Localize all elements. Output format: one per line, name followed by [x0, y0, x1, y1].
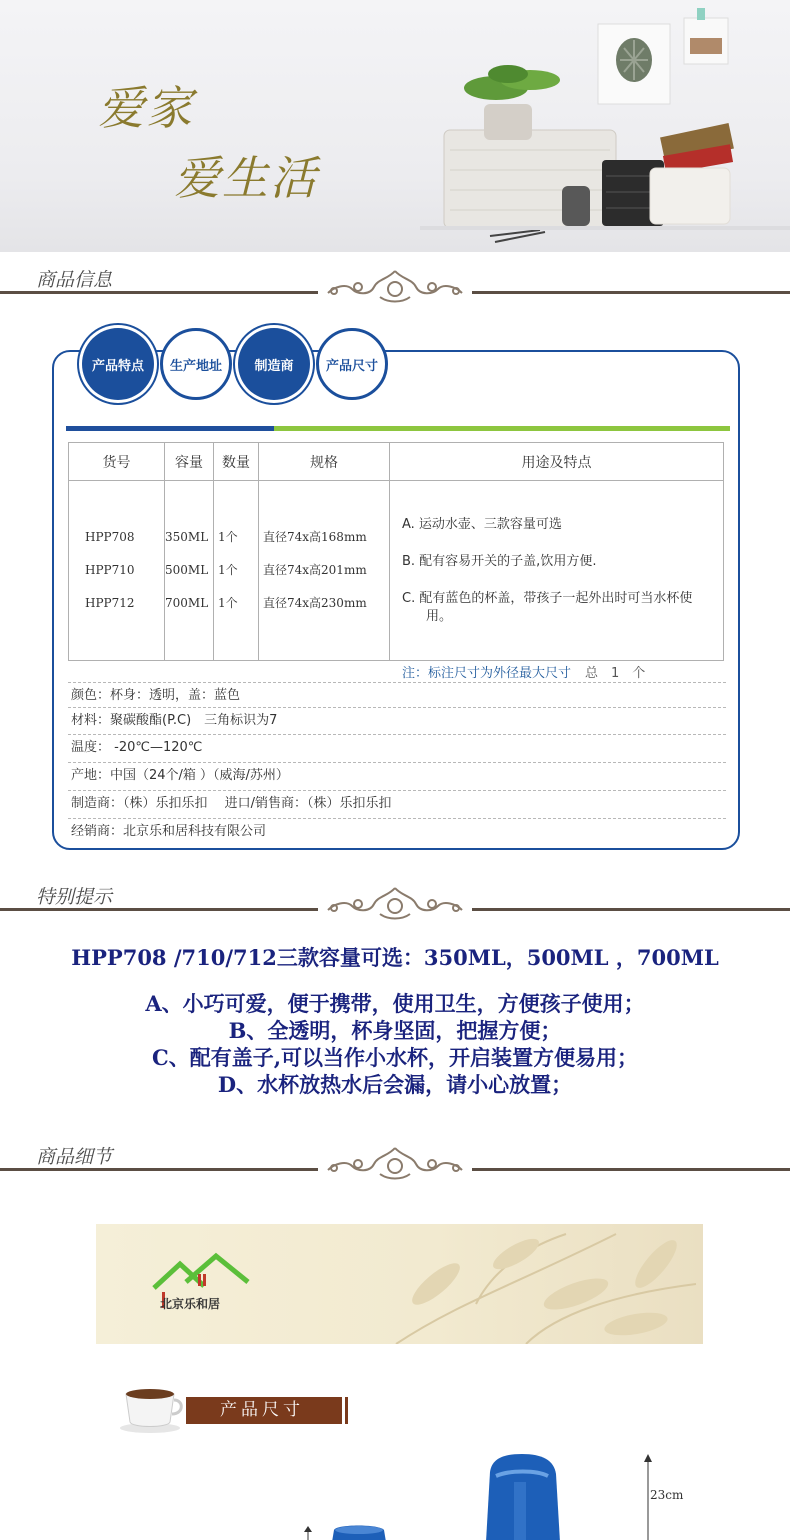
section-header-product-detail	[0, 1142, 790, 1182]
col-header-quantity: 数量	[214, 443, 259, 481]
cell-uses	[390, 481, 724, 661]
cell-codes	[69, 481, 165, 661]
code-item: HPP712	[85, 596, 135, 610]
cell-specs	[259, 481, 390, 661]
table-row	[69, 481, 724, 661]
col-header-code: 货号	[69, 443, 165, 481]
use-item: A. 运动水壶、三款容量可选	[402, 516, 562, 532]
info-row-color: 颜色：杯身：透明，盖：蓝色	[68, 682, 726, 707]
height-dimension-label: 23cm	[650, 1488, 684, 1502]
section-title: 商品信息	[36, 269, 113, 291]
tip-item-b: B、全透明，杯身坚固，把握方便；	[228, 1018, 562, 1043]
tab-underline-active	[66, 426, 274, 431]
info-row-distributor: 经销商：北京乐和居科技有限公司	[68, 818, 726, 843]
info-row-origin: 产地：中国（24个/箱 ）（威海/苏州）	[68, 762, 726, 787]
ornament-icon	[318, 1142, 472, 1184]
brand-banner	[96, 1224, 703, 1344]
info-row-manufacturer: 制造商：（株）乐扣乐扣 进口/销售商：（株）乐扣乐扣	[68, 790, 726, 815]
size-note	[402, 662, 645, 681]
capacity-item: 500ML	[165, 563, 209, 577]
hero-banner	[0, 0, 790, 252]
tip-item-a: A、小巧可爱，便于携带，使用卫生，方便孩子使用；	[145, 991, 645, 1016]
quantity-item: 1个	[218, 530, 238, 544]
slogan-line2: 爱生活	[174, 151, 318, 205]
cell-quantities	[214, 481, 259, 661]
cell-capacities	[165, 481, 214, 661]
ornament-icon	[318, 265, 472, 307]
capacity-item: 700ML	[165, 596, 209, 610]
tab-manufacturer[interactable]: 制造商	[238, 328, 310, 400]
info-row-material: 材料：聚碳酸酯(P.C) 三角标识为7	[68, 707, 726, 732]
spec-item: 直径74x高230mm	[263, 596, 367, 610]
quantity-item: 1个	[218, 596, 238, 610]
use-item: C. 配有蓝色的杯盖，带孩子一起外出时可当水杯使用。	[402, 590, 693, 624]
section-header-special-tips	[0, 882, 790, 922]
table-header-row	[69, 443, 724, 481]
tip-item-c: C、配有盖子,可以当作小水杯，开启装置方便易用；	[151, 1045, 639, 1070]
ornament-icon	[318, 882, 472, 924]
col-header-capacity: 容量	[165, 443, 214, 481]
note-text: 注：标注尺寸为外径最大尺寸	[402, 666, 572, 681]
size-section-label: 产品尺寸	[186, 1397, 342, 1424]
tab-underline-rest	[274, 426, 730, 431]
tips-headline: HPP708 /710/712三款容量可选：350ML，500ML ，700ML	[71, 945, 719, 970]
section-header-product-info	[0, 265, 790, 305]
coffee-cup-icon	[118, 1384, 186, 1434]
brand-name: 北京乐和居	[160, 1297, 221, 1311]
spec-item: 直径74x高201mm	[263, 563, 367, 577]
info-row-temperature: 温度： -20℃—120℃	[68, 734, 726, 759]
note-total: 总 1 个	[585, 666, 646, 681]
capacity-item: 350ML	[165, 530, 209, 544]
tab-underline	[66, 426, 730, 431]
slogan-line1: 爱家	[98, 81, 194, 135]
section-title: 特别提示	[36, 886, 113, 908]
code-item: HPP708	[85, 530, 135, 544]
tab-product-features[interactable]: 产品特点	[82, 328, 154, 400]
section-title: 商品细节	[36, 1146, 113, 1168]
col-header-spec: 规格	[259, 443, 390, 481]
spec-item: 直径74x高168mm	[263, 530, 367, 544]
use-item: B. 配有容易开关的子盖,饮用方便.	[402, 553, 597, 569]
col-header-uses: 用途及特点	[390, 443, 724, 481]
spec-table	[68, 442, 724, 661]
quantity-item: 1个	[218, 563, 238, 577]
tab-product-size[interactable]: 产品尺寸	[316, 328, 388, 400]
code-item: HPP710	[85, 563, 135, 577]
tip-item-d: D、水杯放热水后会漏，请小心放置；	[217, 1072, 573, 1097]
tab-production-address[interactable]: 生产地址	[160, 328, 232, 400]
